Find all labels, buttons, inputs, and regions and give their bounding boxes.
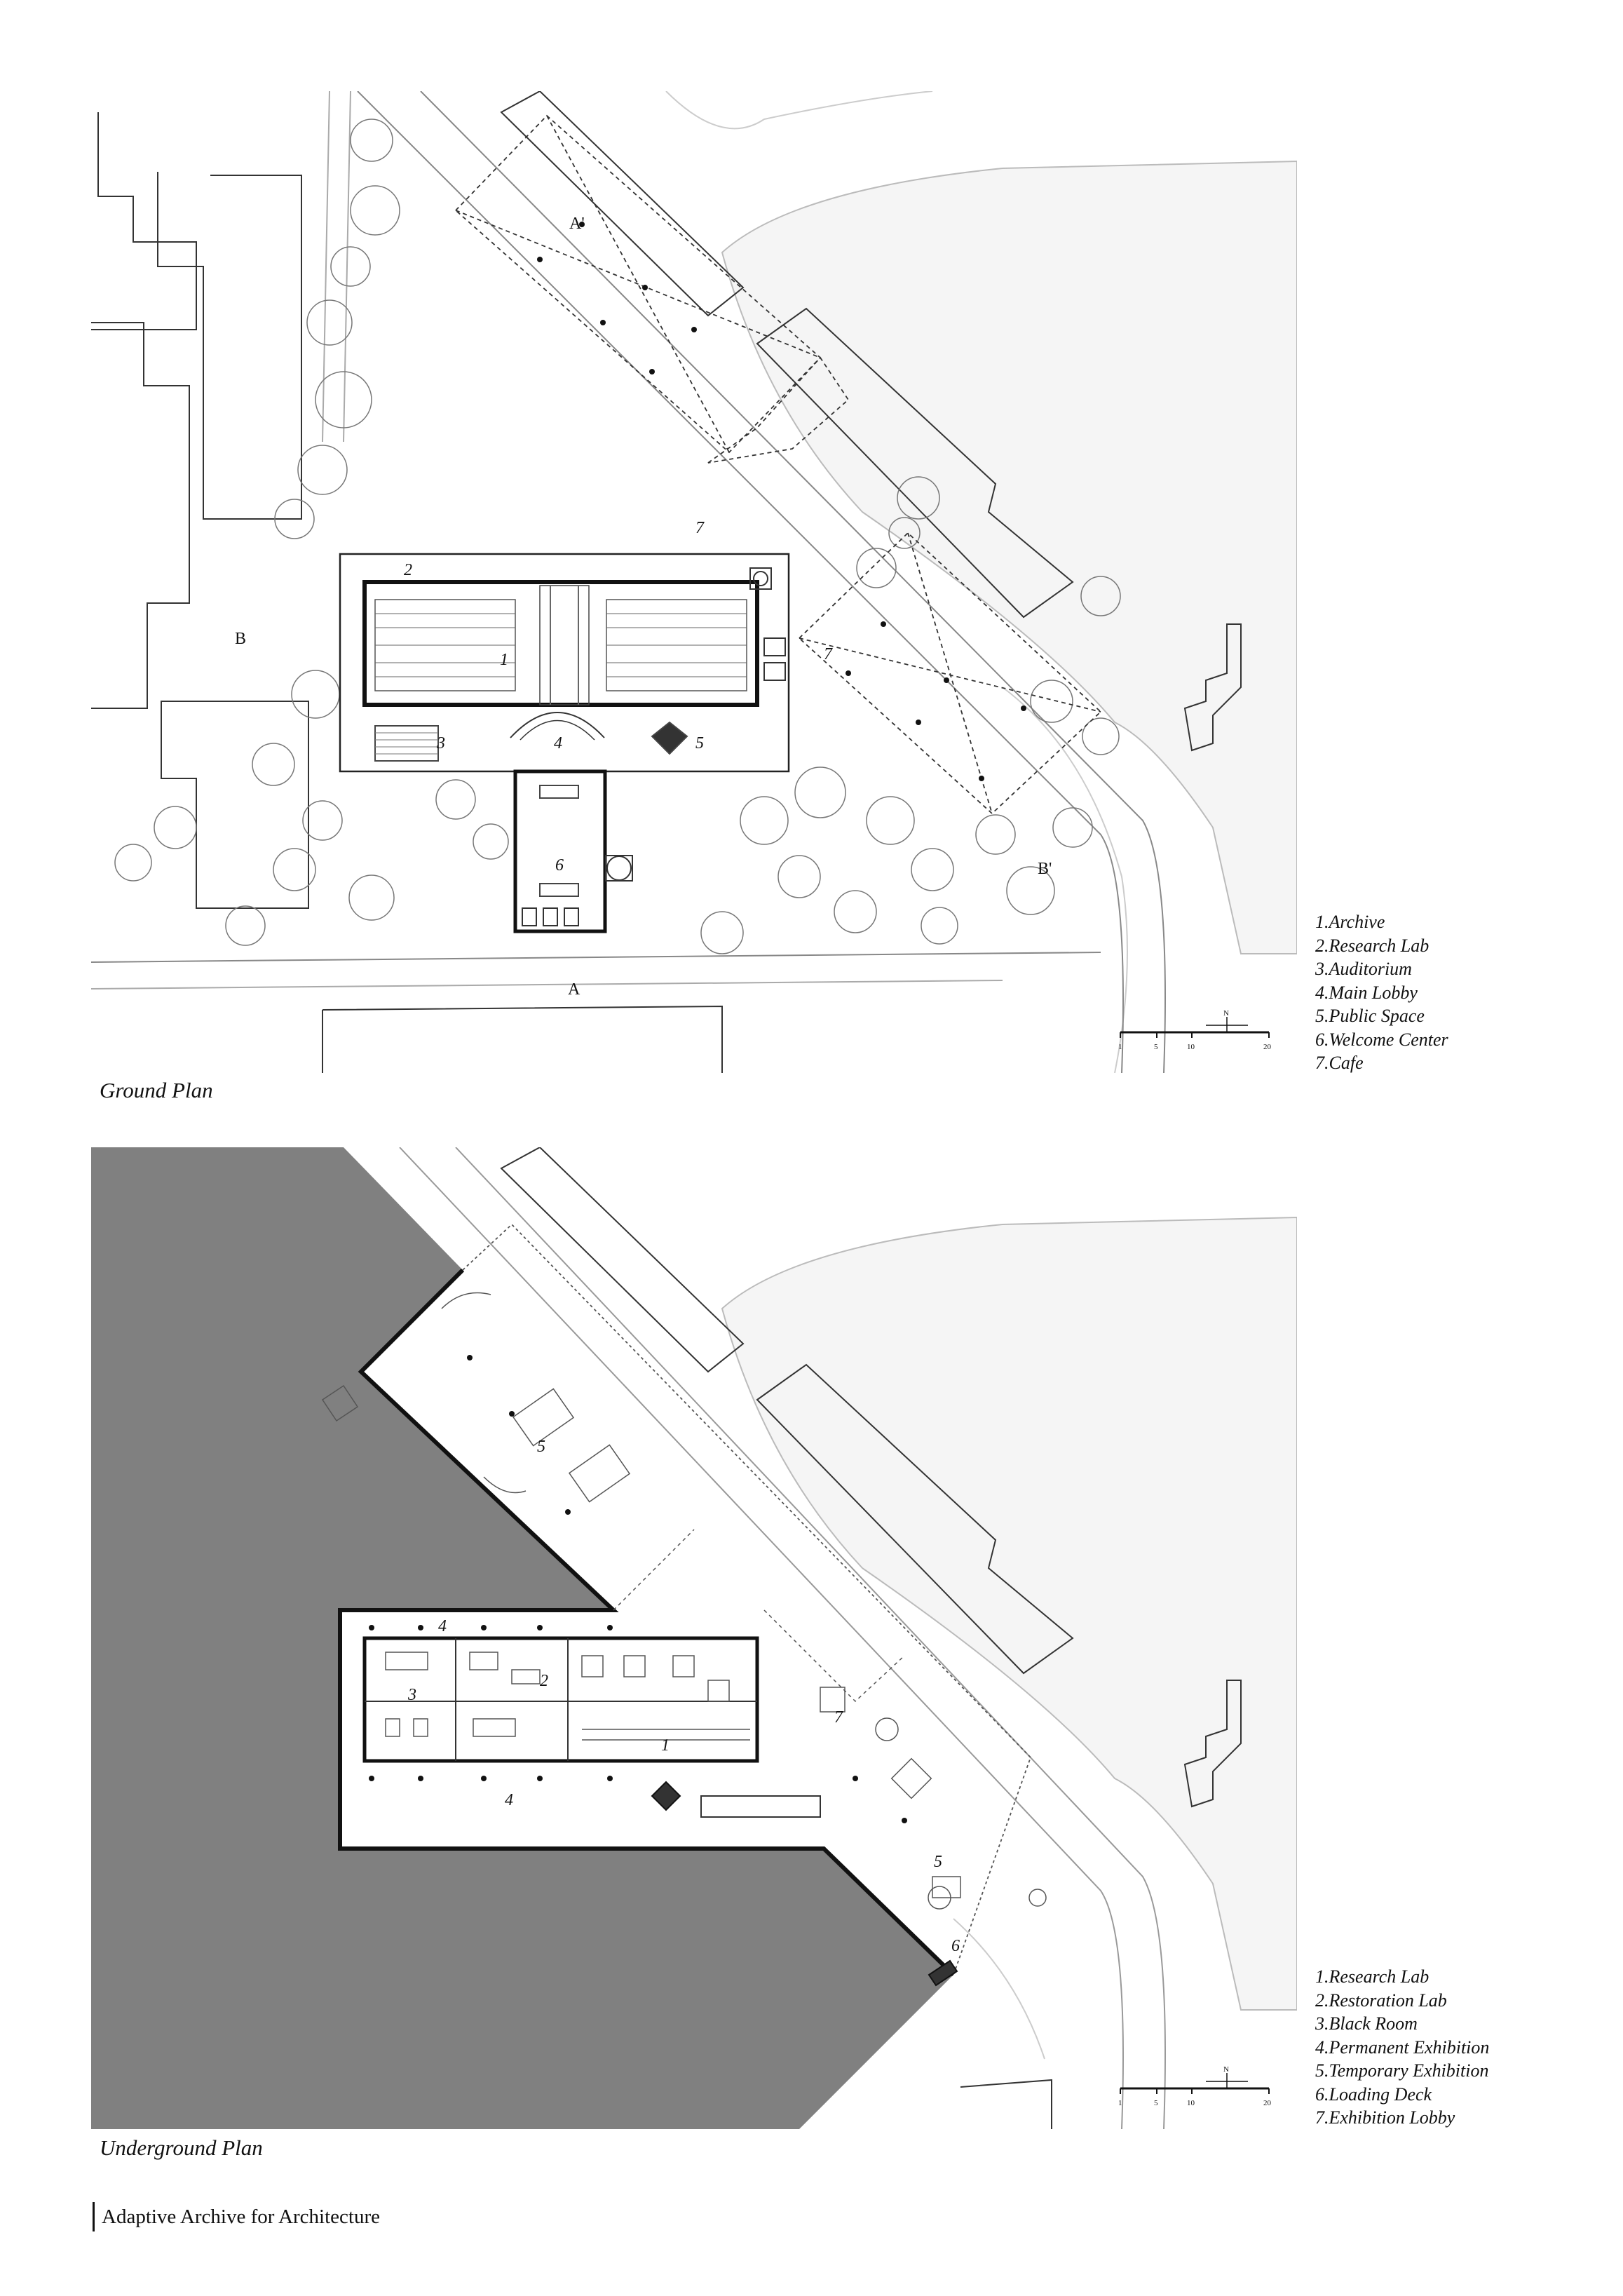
underground-plan-legend xyxy=(1315,1965,1489,2130)
scale-tick-20: 20 xyxy=(1263,1043,1271,1051)
underground-plan-drawing xyxy=(91,1147,1297,2129)
legend-item: 1.Research Lab xyxy=(1315,1966,1430,1987)
vertical-path xyxy=(322,91,330,442)
exhibition-display xyxy=(652,1782,680,1810)
room-label-5a: 5 xyxy=(537,1438,545,1456)
room-label-4: 4 xyxy=(554,734,562,752)
labs-block xyxy=(365,1638,757,1761)
legend-item: 5.Temporary Exhibition xyxy=(1315,2060,1489,2081)
section-marker-a-prime: A' xyxy=(569,215,585,233)
room-label-3: 3 xyxy=(408,1686,416,1704)
room-label-3: 3 xyxy=(437,734,445,752)
legend-item: 7.Exhibition Lobby xyxy=(1315,2107,1455,2128)
scale-tick-5: 5 xyxy=(1154,1043,1158,1051)
horizontal-road xyxy=(91,952,1101,962)
ground-scale-bar xyxy=(1120,1017,1269,1038)
vertical-path xyxy=(344,91,351,442)
water-area xyxy=(722,161,1297,954)
ground-plan-title: Ground Plan xyxy=(100,1078,213,1102)
welcome-center-building xyxy=(515,771,632,931)
legend-item: 7.Cafe xyxy=(1315,1053,1364,1073)
underground-plan-title: Underground Plan xyxy=(100,2135,263,2160)
horizontal-road xyxy=(91,980,1003,989)
ground-plan-drawing xyxy=(91,91,1297,1073)
room-label-6: 6 xyxy=(555,856,564,874)
legend-item: 1.Archive xyxy=(1315,912,1385,932)
room-label-7b: 7 xyxy=(824,645,832,663)
north-arrow-label: N xyxy=(1223,2065,1229,2074)
neighbour-building xyxy=(158,172,301,519)
room-label-7a: 7 xyxy=(695,519,704,537)
neighbour-building xyxy=(960,2080,1052,2129)
section-marker-b-prime: B' xyxy=(1038,860,1052,878)
legend-item: 6.Loading Deck xyxy=(1315,2084,1432,2105)
legend-item: 3.Black Room xyxy=(1315,2013,1418,2034)
ground-plan-legend xyxy=(1315,910,1448,1075)
legend-item: 2.Research Lab xyxy=(1315,935,1430,956)
legend-item: 2.Restoration Lab xyxy=(1315,1990,1447,2011)
neighbour-building xyxy=(161,701,308,908)
contour-line xyxy=(666,91,932,128)
neighbour-building xyxy=(322,1006,722,1073)
project-title: Adaptive Archive for Architecture xyxy=(93,2202,380,2231)
legend-item: 6.Welcome Center xyxy=(1315,1029,1448,1050)
room-label-2: 2 xyxy=(540,1672,548,1690)
neighbour-building xyxy=(91,112,196,330)
room-label-4b: 4 xyxy=(505,1791,513,1809)
room-label-1: 1 xyxy=(500,651,508,669)
main-building xyxy=(340,554,789,771)
legend-item: 3.Auditorium xyxy=(1315,959,1412,979)
scale-tick-10: 10 xyxy=(1187,1043,1195,1051)
contour-line xyxy=(953,1919,1045,2059)
neighbour-building xyxy=(91,323,189,708)
scale-tick-1: 1 xyxy=(1118,2099,1122,2107)
north-arrow-label: N xyxy=(1223,1009,1229,1018)
room-label-5b: 5 xyxy=(934,1853,942,1871)
legend-item: 4.Permanent Exhibition xyxy=(1315,2037,1490,2058)
room-label-4a: 4 xyxy=(438,1617,447,1635)
scale-tick-20: 20 xyxy=(1263,2099,1271,2107)
room-label-7: 7 xyxy=(834,1708,843,1727)
room-label-6: 6 xyxy=(951,1937,960,1955)
room-label-5: 5 xyxy=(695,734,704,752)
room-label-1: 1 xyxy=(661,1736,670,1755)
scale-tick-5: 5 xyxy=(1154,2099,1158,2107)
storage-racks xyxy=(701,1796,820,1817)
underground-scale-bar xyxy=(1120,2073,1269,2094)
section-marker-a: A xyxy=(568,980,580,999)
legend-item: 5.Public Space xyxy=(1315,1006,1425,1026)
scale-tick-1: 1 xyxy=(1118,1043,1122,1051)
legend-item: 4.Main Lobby xyxy=(1315,982,1418,1003)
room-label-2: 2 xyxy=(404,561,412,579)
section-marker-b: B xyxy=(235,630,247,648)
scale-tick-10: 10 xyxy=(1187,2099,1195,2107)
